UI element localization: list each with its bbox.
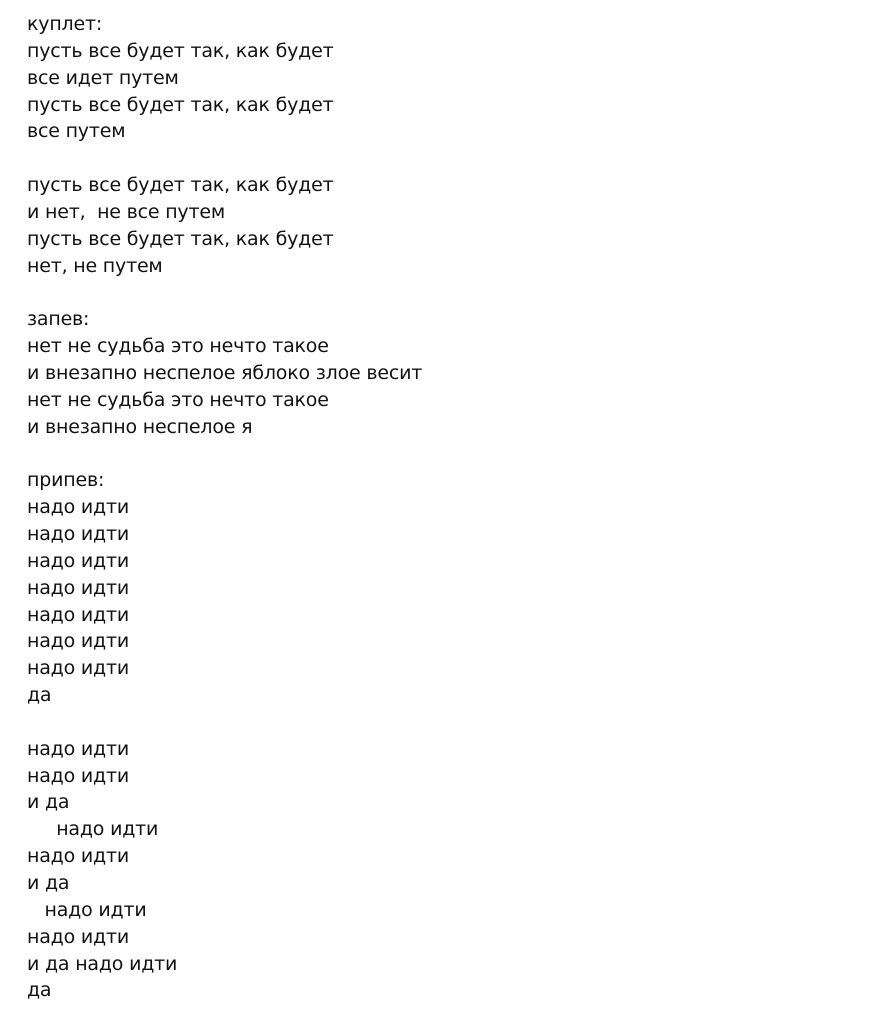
stanza-gap [27,709,867,736]
section-label-chorus: припев: [27,469,105,492]
lyric-line: и внезапно неспелое я [27,415,253,438]
lyric-line: нет не судьба это нечто такое [27,388,329,411]
lyric-line: нет, не путем [27,254,163,277]
lyric-line: надо идти [27,496,129,519]
lyric-line: и да [27,791,70,814]
lyric-line: надо идти [27,737,129,760]
lyric-line: надо идти [27,657,129,680]
lyric-line: надо идти [27,898,147,921]
lyric-line: нет не судьба это нечто такое [27,335,329,358]
lyric-line: надо идти [27,576,129,599]
stanza-gap [27,279,867,306]
lyric-line: надо идти [27,603,129,626]
lyrics-document [27,11,867,1004]
lyric-line: надо идти [27,549,129,572]
lyric-line: да [27,684,52,707]
section-label-verse: куплет: [27,13,103,35]
lyric-line: надо идти [27,523,129,546]
lyric-line: и да [27,872,70,894]
lyric-line: и внезапно неспелое яблоко злое весит [27,361,423,384]
lyric-line: все путем [27,120,126,143]
lyric-line: все идет путем [27,66,179,89]
stanza-gap [27,145,867,172]
stanza-gap [27,441,867,468]
lyric-line: да [27,979,52,1002]
lyric-line: надо идти [27,925,129,948]
lyric-line: и да надо идти [27,952,178,975]
lyric-line: надо идти [27,764,129,787]
lyric-line: и нет, не все путем [27,200,225,223]
section-label-prechorus: запев: [27,308,90,331]
lyric-line: пусть все будет так, как будет [27,93,334,116]
lyric-line: пусть все будет так, как будет [27,39,334,62]
lyric-line: надо идти [27,845,129,868]
lyric-line: надо идти [27,630,129,653]
lyric-line: пусть все будет так, как будет [27,174,334,197]
lyric-line: надо идти [27,818,159,841]
lyric-line: пусть все будет так, как будет [27,227,334,250]
